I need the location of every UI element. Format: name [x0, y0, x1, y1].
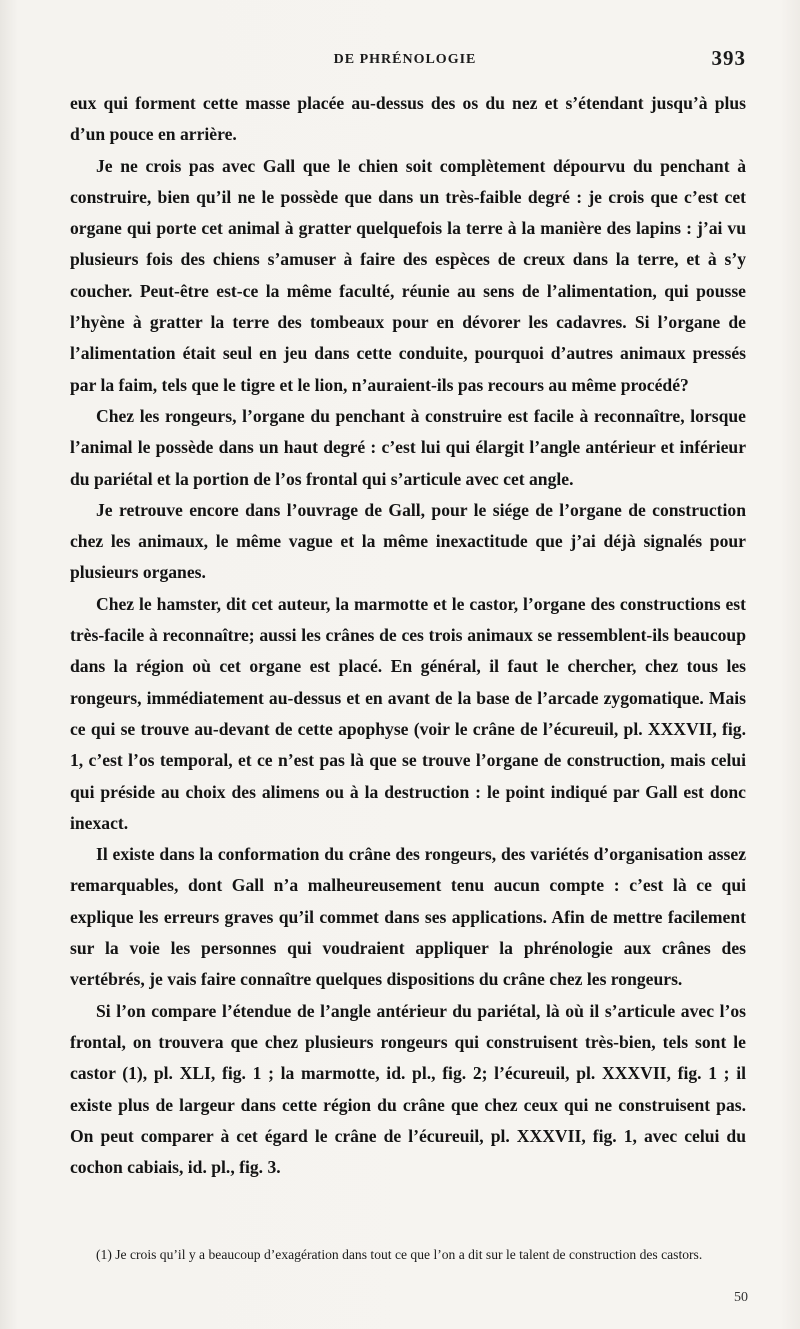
- signature-mark: 50: [734, 1290, 748, 1305]
- body-text: [70, 88, 746, 1183]
- page-number: 393: [711, 46, 746, 70]
- paragraph: Chez le hamster, dit cet auteur, la marmotte et le castor, l’organe des constructions est très-facile à reconnaître; aussi les crânes de ces trois animaux se ressemblent-ils beaucoup dans la région où cet organe est placé. En général, il faut le chercher, chez tous les rongeurs, immédiatement au-dessus et en avant de la base de l’arcade zygomatique. Mais ce qui se trouve au-devant de cette apophyse (voir le crâne de l’écureuil, pl. XXXVII, fig. 1, c’est l’os temporal, et ce n’est pas là que se trouve l’organe de construction, mais celui qui préside au choix des alimens ou à la destruction : le point indiqué par Gall est donc inexact.: [70, 593, 746, 833]
- paragraph: Chez les rongeurs, l’organe du penchant à construire est facile à reconnaître, lorsque l’animal le possède dans un haut degré : c’est lui qui élargit l’angle antérieur et inférieur du pariétal et la portion de l’os frontal qui s’articule avec cet angle.: [70, 405, 746, 489]
- paragraph: Je retrouve encore dans l’ouvrage de Gall, pour le siége de l’organe de construction chez les animaux, le même vague et la même inexactitude que j’ai déjà signalés pour plusieurs organes.: [70, 499, 746, 583]
- paragraph: eux qui forment cette masse placée au-dessus des os du nez et s’étendant jusqu’à plus d’un pouce en arrière.: [70, 93, 746, 145]
- paragraph: Il existe dans la conformation du crâne des rongeurs, des variétés d’organisation assez remarquables, dont Gall n’a malheureusement tenu aucun compte : c’est là ce qui explique les erreurs graves qu’il commet dans ses applications. Afin de mettre facilement sur la voie les personnes qui voudraient appliquer la phrénologie aux crânes des vertébrés, je vais faire connaître quelques dispositions du crâne chez les rongeurs.: [70, 844, 746, 990]
- running-head: DE PHRÉNOLOGIE: [333, 52, 477, 67]
- paragraph: Je ne crois pas avec Gall que le chien soit complètement dépourvu du penchant à construire, bien qu’il ne le possède que dans un très-faible degré : je crois que c’est cet organe qui porte cet animal à gratter quelquefois la terre à la manière des lapins : j’ai vu plusieurs fois des chiens s’amuser à faire des espèces de creux dans la terre, et à s’y coucher. Peut-être est-ce la même faculté, réunie au sens de l’alimentation, qui pousse l’hyène à gratter la terre des tombeaux pour en dévorer les cadavres. Si l’organe de l’alimentation était seul en jeu dans cette conduite, pourquoi d’autres animaux pressés par la faim, tels que le tigre et le lion, n’auraient-ils pas recours au même procédé?: [70, 155, 746, 395]
- paragraph: Si l’on compare l’étendue de l’angle antérieur du pariétal, là où il s’articule avec l’os frontal, on trouvera que chez plusieurs rongeurs qui construisent très-bien, tels sont le castor (1), pl. XLI, fig. 1 ; la marmotte, id. pl., fig. 2; l’écureuil, pl. XXXVII, fig. 1 ; il existe plus de largeur dans cette région du crâne que chez ceux qui ne construisent pas. On peut comparer à cet égard le crâne de l’écureuil, pl. XXXVII, fig. 1, avec celui du cochon cabiais, id. pl., fig. 3.: [70, 1000, 746, 1178]
- footnote: (1) Je crois qu’il y a beaucoup d’exagération dans tout ce que l’on a dit sur le talent de construction des castors.: [96, 1247, 703, 1262]
- page-header: [60, 46, 750, 76]
